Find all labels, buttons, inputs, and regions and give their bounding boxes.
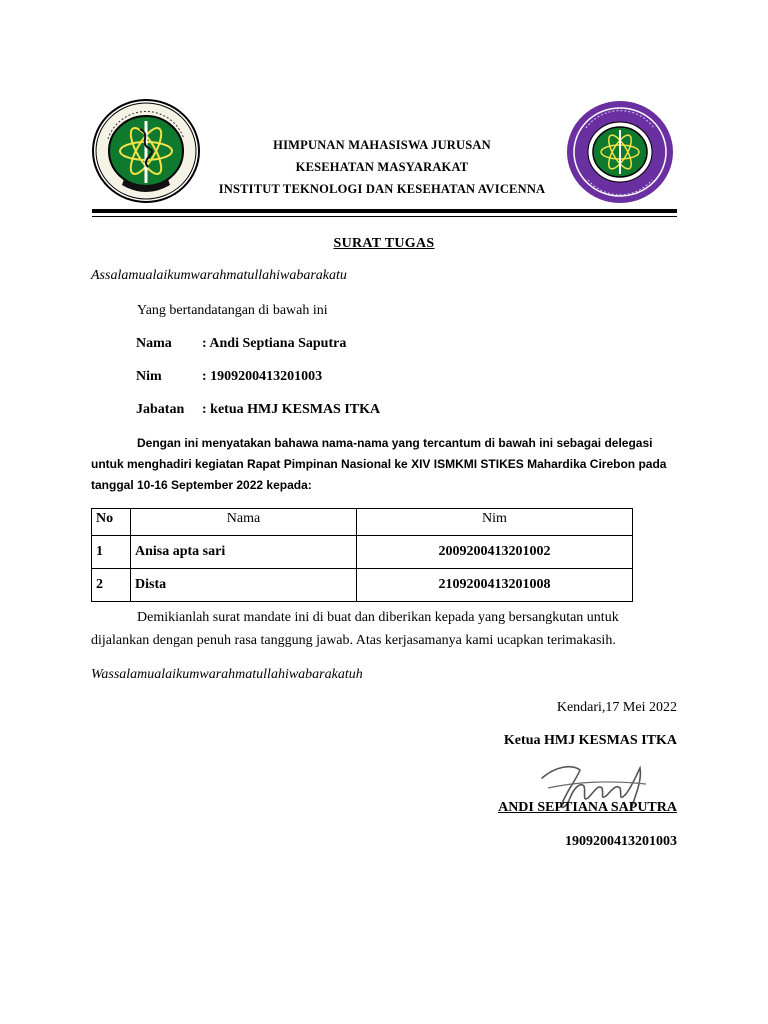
header-no: No bbox=[92, 509, 131, 536]
statement-line-3: tanggal 10-16 September 2022 kepada: bbox=[91, 478, 312, 492]
row-no: 1 bbox=[92, 536, 131, 569]
signer-field-nama bbox=[136, 336, 346, 352]
header-line-2: KESEHATAN MASYARAKAT bbox=[295, 160, 469, 174]
row-no: 2 bbox=[92, 569, 131, 602]
header-divider-thin bbox=[92, 216, 677, 217]
row-nama: Anisa apta sari bbox=[131, 536, 357, 569]
field-label: Nim bbox=[136, 369, 162, 384]
statement-line-2: untuk menghadiri kegiatan Rapat Pimpinan Nasional ke XIV ISMKMI STIKES Mahardika Cirebon pada bbox=[91, 457, 667, 471]
place-date: Kendari,17 Mei 2022 bbox=[556, 700, 677, 715]
document-title: SURAT TUGAS bbox=[333, 236, 435, 251]
row-nama: Dista bbox=[131, 569, 357, 602]
field-value: : 1909200413201003 bbox=[202, 369, 323, 384]
field-value: : ketua HMJ KESMAS ITKA bbox=[202, 402, 381, 417]
table-header-row bbox=[92, 509, 633, 536]
table-row bbox=[92, 536, 633, 569]
signer-field-jabatan bbox=[136, 402, 380, 418]
closing-line-1: Demikianlah surat mandate ini di buat dan diberikan kepada yang bersangkutan untuk bbox=[137, 610, 619, 625]
table-row bbox=[92, 569, 633, 602]
signature-position: Ketua HMJ KESMAS ITKA bbox=[503, 733, 677, 748]
header-divider-thick bbox=[92, 209, 677, 213]
field-label: Nama bbox=[136, 336, 172, 351]
signature-name: ANDI SEPTIANA SAPUTRA bbox=[498, 800, 677, 815]
signature-nim: 1909200413201003 bbox=[565, 834, 677, 849]
greeting: Assalamualaikumwarahmatullahiwabarakatu bbox=[91, 268, 347, 283]
delegate-table bbox=[91, 508, 633, 602]
header-nim: Nim bbox=[357, 509, 633, 536]
signer-field-nim bbox=[136, 369, 322, 385]
header-nama: Nama bbox=[131, 509, 357, 536]
field-label: Jabatan bbox=[136, 402, 185, 417]
header-line-3: INSTITUT TEKNOLOGI DAN KESEHATAN AVICENNA bbox=[218, 182, 546, 196]
closing-line-2: dijalankan dengan penuh rasa tanggung jawab. Atas kerjasamanya kami ucapkan terimakasih. bbox=[91, 633, 616, 648]
header-line-1: HIMPUNAN MAHASISWA JURUSAN bbox=[273, 138, 491, 152]
farewell: Wassalamualaikumwarahmatullahiwabarakatuh bbox=[91, 667, 363, 682]
intro-text: Yang bertandatangan di bawah ini bbox=[137, 303, 328, 318]
row-nim: 2109200413201008 bbox=[357, 569, 633, 602]
statement-line-1: Dengan ini menyatakan bahawa nama-nama yang tercantum di bawah ini sebagai delegasi bbox=[137, 436, 653, 450]
field-value: : Andi Septiana Saputra bbox=[202, 336, 347, 351]
row-nim: 2009200413201002 bbox=[357, 536, 633, 569]
